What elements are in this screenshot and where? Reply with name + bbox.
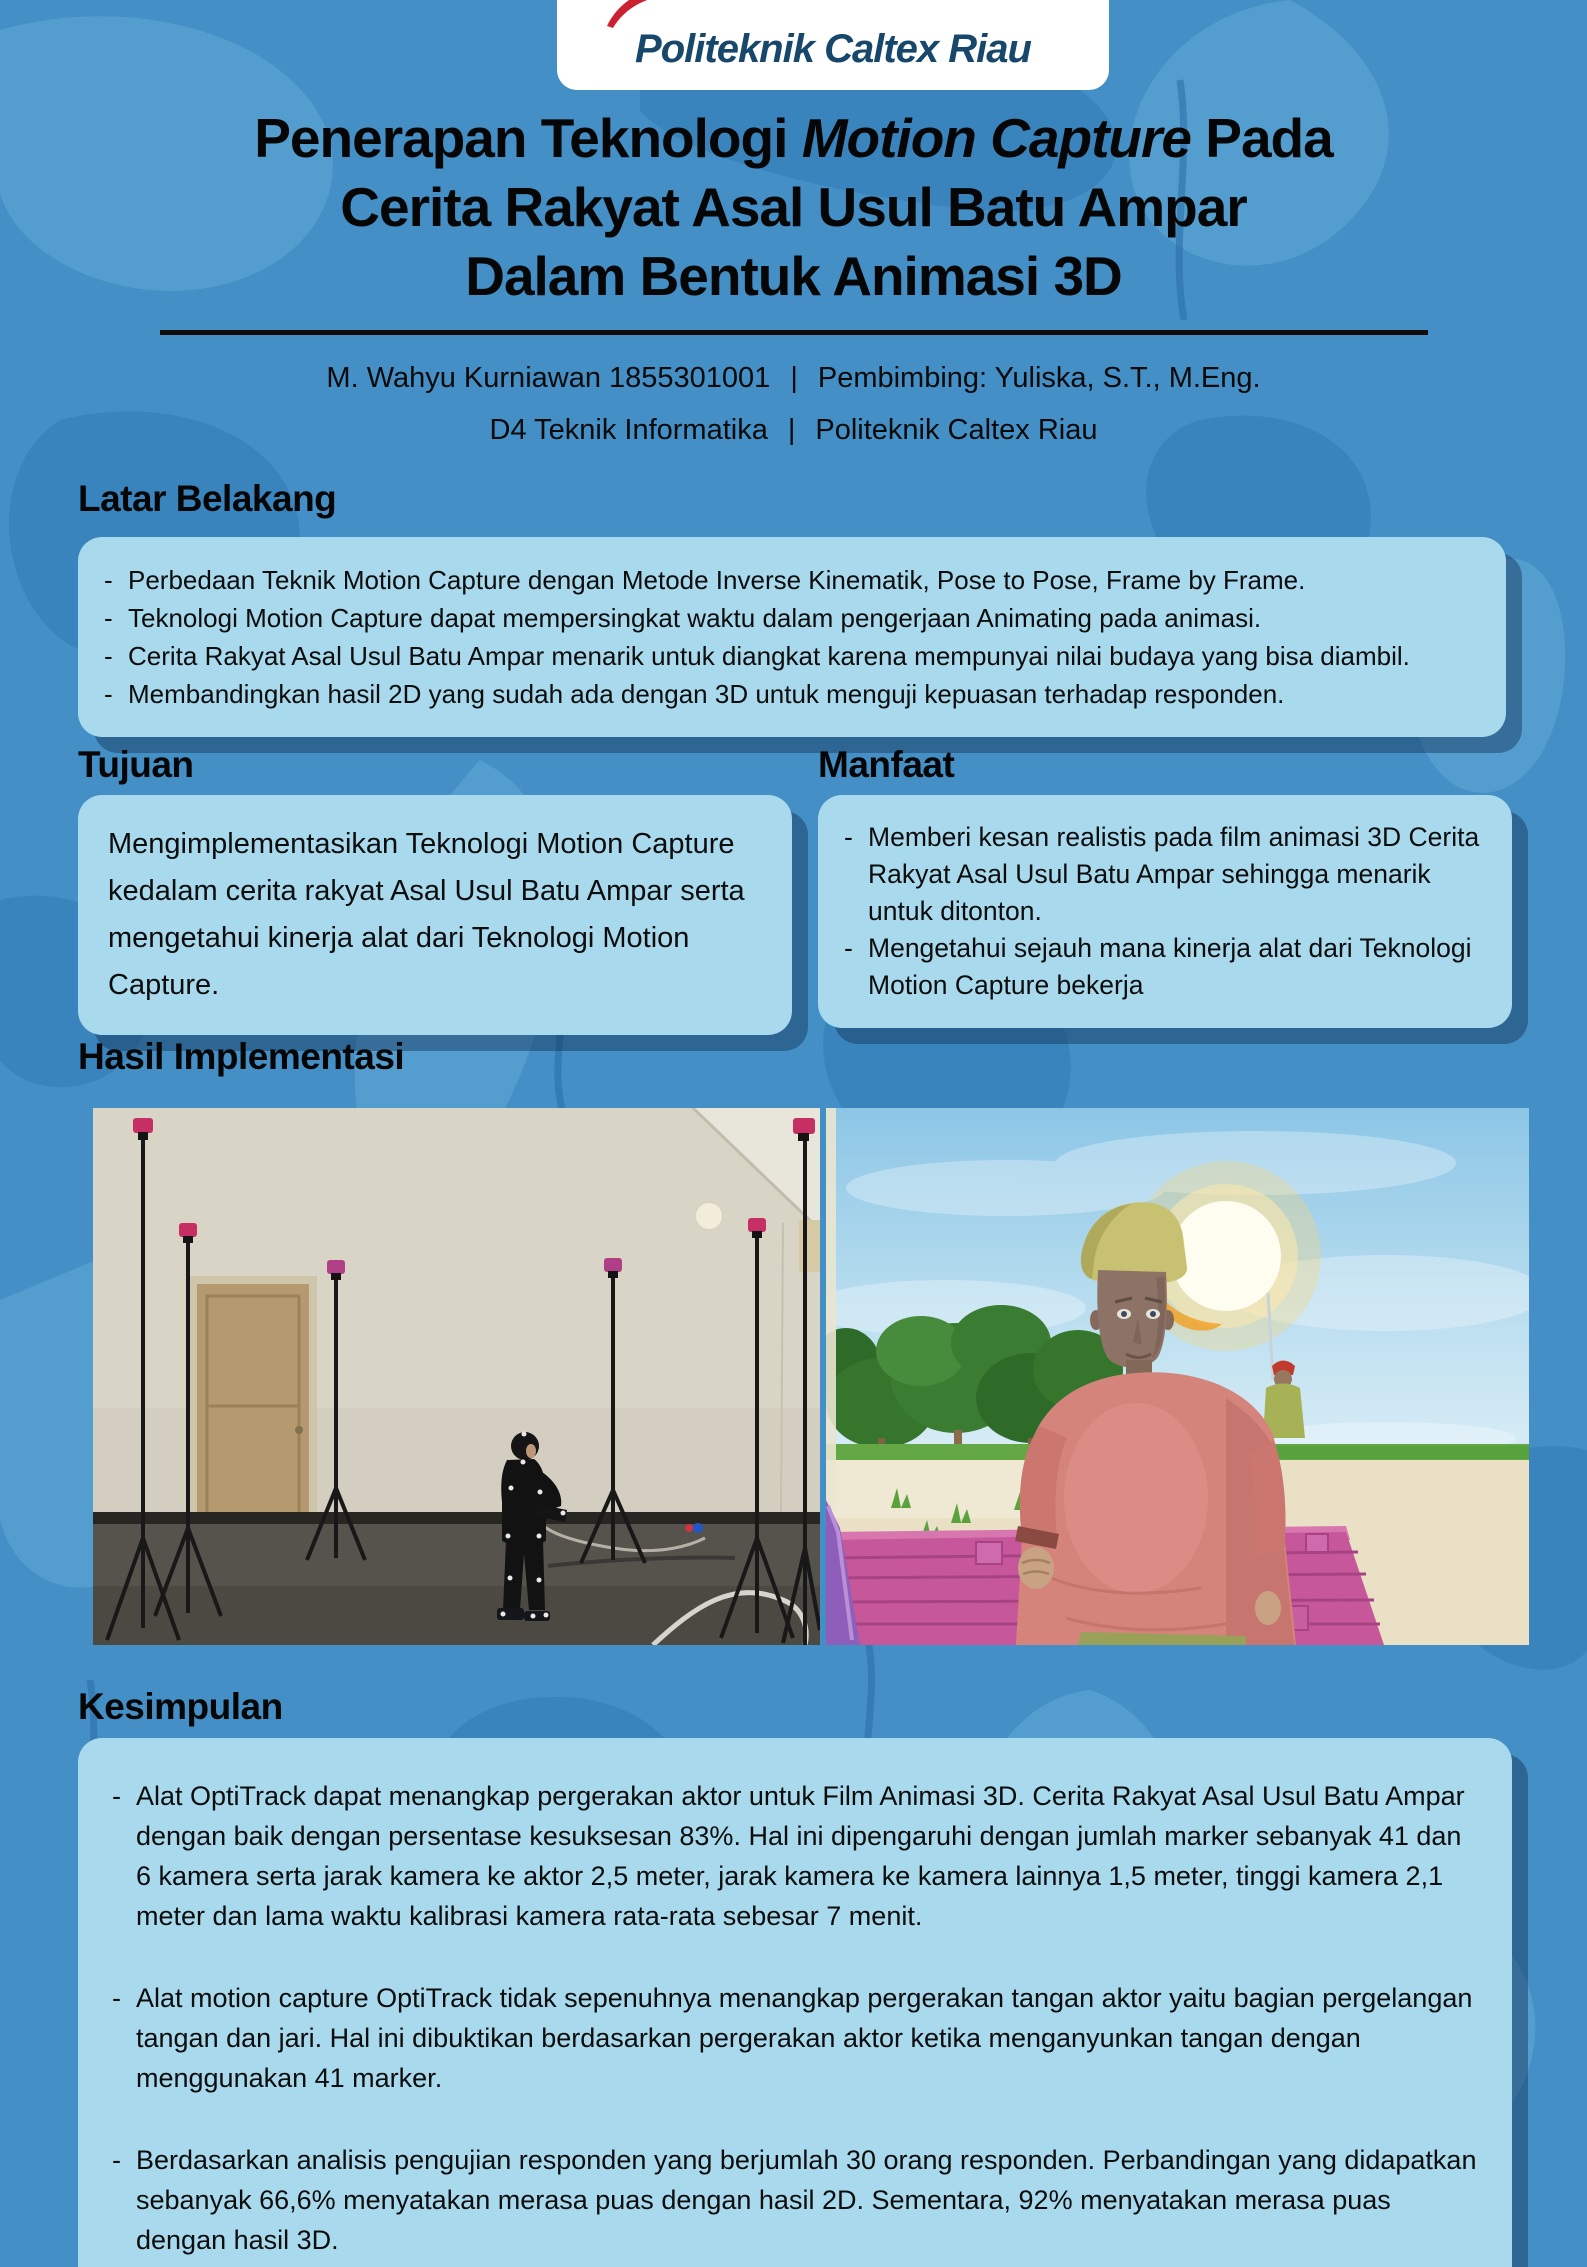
title-line-2: Cerita Rakyat Asal Usul Batu Ampar — [340, 176, 1247, 238]
poster-title — [0, 104, 1587, 311]
list-item: - Mengetahui sejauh mana kinerja alat dari Teknologi Motion Capture bekerja — [844, 933, 1472, 1000]
institution-logo-text: Politeknik Caltex Riau — [635, 26, 1031, 71]
byline-separator: | — [787, 414, 796, 446]
section-heading-hasil-implementasi: Hasil Implementasi — [78, 1036, 405, 1077]
list-item: - Alat OptiTrack dapat menangkap pergerakan aktor untuk Film Animasi 3D. Cerita Rakyat Asal Usul Batu Ampar dengan baik dengan persentase kesuksesan 83%. Hal ini dipengaruhi dengan jumlah marker sebanyak 41 dan 6 kamera serta jarak kamera ke aktor 2,5 meter, jarak kamera ke kamera lainnya 1,5 meter, tinggi kamera 2,1 meter dan lama waktu kalibrasi kamera rata-rata sebesar 7 menit. — [112, 1781, 1465, 1931]
list-item: - Perbedaan Teknik Motion Capture dengan Metode Inverse Kinematik, Pose to Pose, Frame by Frame. — [104, 565, 1306, 595]
advisor-name: Pembimbing: Yuliska, S.T., M.Eng. — [817, 362, 1261, 394]
program-name: D4 Teknik Informatika — [489, 414, 768, 446]
tujuan-panel — [78, 795, 792, 1035]
kesimpulan-panel — [78, 1738, 1512, 2267]
title-line-3: Dalam Bentuk Animasi 3D — [465, 245, 1122, 307]
mocap-studio-photo — [93, 1108, 820, 1645]
byline-program-line — [0, 404, 1587, 456]
byline-separator: | — [790, 362, 798, 394]
tujuan-body: Mengimplementasikan Teknologi Motion Capture kedalam cerita rakyat Asal Usul Batu Ampar serta mengetahui kinerja alat dari Teknologi Motion Capture. — [108, 828, 745, 1001]
author-name: M. Wahyu Kurniawan 1855301001 — [326, 362, 771, 394]
section-heading-tujuan: Tujuan — [78, 744, 194, 785]
byline — [0, 352, 1587, 456]
title-line-1: Penerapan Teknologi Motion Capture Pada — [254, 107, 1333, 169]
manfaat-panel — [818, 795, 1512, 1028]
section-heading-kesimpulan: Kesimpulan — [78, 1686, 283, 1727]
title-divider — [160, 330, 1428, 335]
result-images-row — [93, 1108, 1529, 1645]
byline-author-line — [0, 352, 1587, 404]
list-item: - Membandingkan hasil 2D yang sudah ada dengan 3D untuk menguji kepuasan terhadap responden. — [104, 679, 1285, 709]
section-heading-manfaat: Manfaat — [818, 744, 955, 785]
institution-logo — [557, 0, 1109, 90]
list-item: - Alat motion capture OptiTrack tidak sepenuhnya menangkap pergerakan tangan aktor yaitu bagian pergelangan tangan dan jari. Hal ini dibuktikan berdasarkan pergerakan aktor ketika menganyunkan tangan dengan menggunakan 41 marker. — [112, 1983, 1473, 2093]
title-italic-phrase: Motion Capture — [801, 107, 1191, 169]
list-item: - Cerita Rakyat Asal Usul Batu Ampar menarik untuk diangkat karena mempunyai nilai budaya yang bisa diambil. — [104, 641, 1410, 671]
list-item: - Memberi kesan realistis pada film animasi 3D Cerita Rakyat Asal Usul Batu Ampar sehingga menarik untuk ditonton. — [844, 822, 1480, 926]
list-item: - Teknologi Motion Capture dapat mempersingkat waktu dalam pengerjaan Animating pada animasi. — [104, 603, 1262, 633]
logo-swoosh-icon — [603, 0, 689, 30]
section-heading-latar-belakang: Latar Belakang — [78, 478, 337, 519]
institution-name: Politeknik Caltex Riau — [815, 414, 1098, 446]
list-item: - Berdasarkan analisis pengujian responden yang berjumlah 30 orang responden. Perbandingan yang didapatkan sebanyak 66,6% menyatakan merasa puas dengan hasil 2D. Sementara, 92% menyatakan merasa puas dengan hasil 3D. — [112, 2145, 1477, 2255]
latar-belakang-panel — [78, 537, 1506, 737]
animation-3d-render — [826, 1108, 1529, 1645]
